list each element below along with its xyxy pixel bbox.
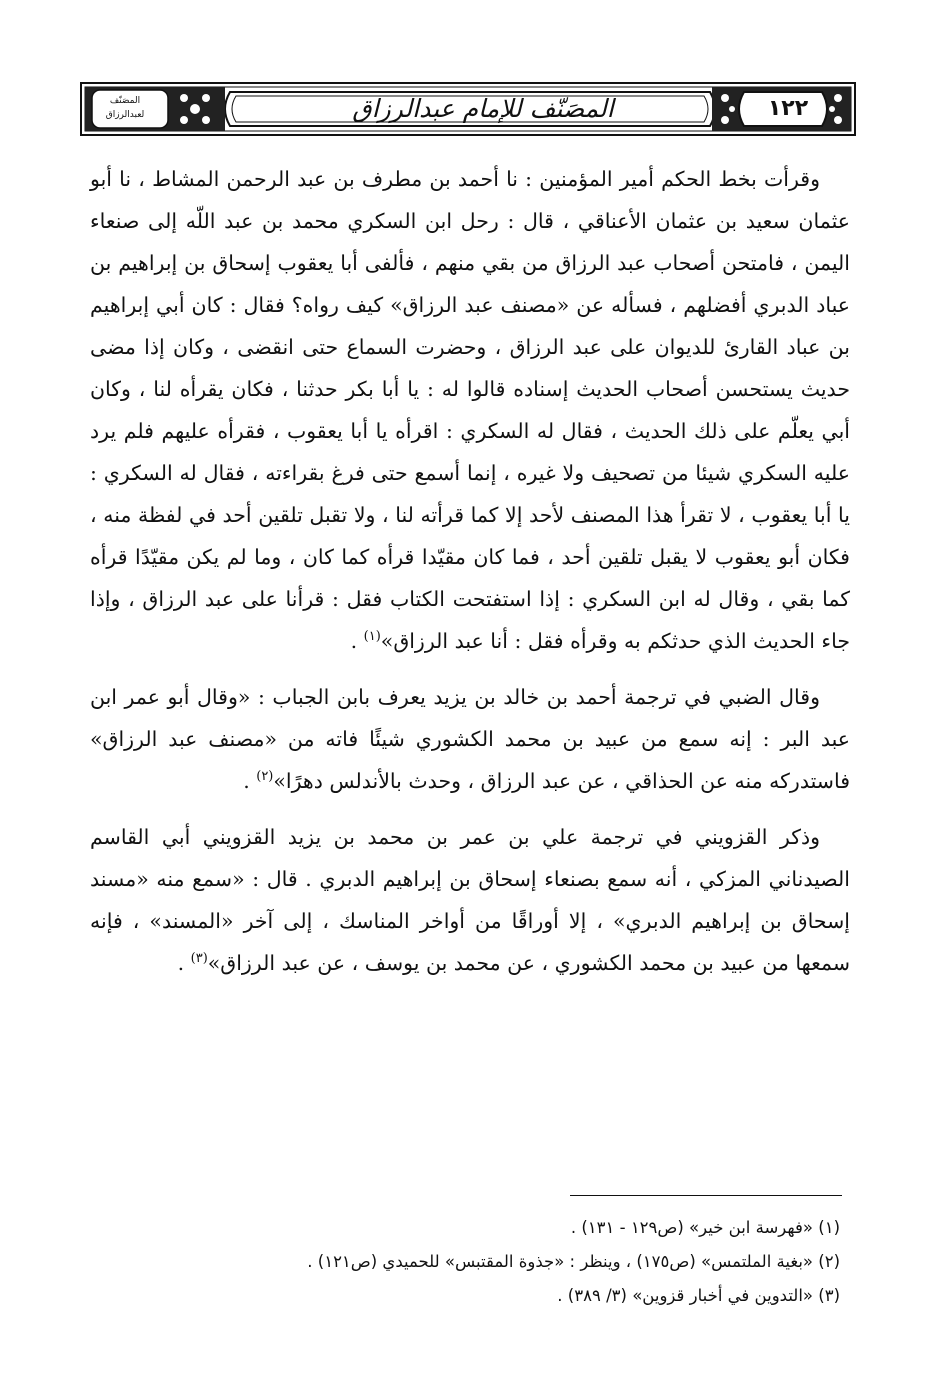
- paragraph: [90, 158, 850, 662]
- footnote-divider: [570, 1195, 842, 1196]
- footnote: (٢) «بغية الملتمس» (ص١٧٥) ، وينظر : «جذوة المقتبس» للحميدي (ص١٢١) .: [307, 1252, 840, 1271]
- book-seal-emblem: [86, 85, 164, 133]
- paragraph-end: .: [243, 769, 257, 793]
- running-title: المصَنّف للإمام عبدالرزاق: [352, 94, 614, 123]
- footnotes: [100, 1211, 840, 1313]
- paragraph-text: وقرأت بخط الحكم أمير المؤمنين : نا أحمد بن مطرف بن عبد الرحمن المشاط ، نا أبو عثمان سعيد بن عثمان الأعناقي ، قال : رحل ابن السكري محمد بن عبد اللّه إلى صنعاء اليمن ، فامتحن أصحاب عبد الرزاق من بقي منهم ، فألفى أبا يعقوب إسحاق بن إبراهيم بن عباد الدبري أفضلهم ، فسأله عن «مصنف عبد الرزاق» كيف رواه؟ فقال : كان أبي إبراهيم بن عباد القارئ للديوان على عبد الرزاق ، وحضرت السماع حتى انقضى ، وكان إذا مضى حديث يستحسن أصحاب الحديث إسناده قالوا له : يا أبا بكر حدثنا ، فكان يقرأه لنا ، وكان أبي يعلّم على ذلك الحديث ، فقال له السكري : اقرأه يا أبا يعقوب ، فقرأه عليهم فلم يرد عليه السكري شيئا من تصحيف ولا غيره ، إنما أسمع حتى فرغ بقراءته ، فقال له السكري : يا أبا يعقوب ، لا تقرأ هذا المصنف لأحد إلا كما قرأته لنا ، ولا تقبل تلقين أحد في لفظة منه ، فكان أبو يعقوب لا يقبل تلقين أحد ، فما كان مقيّدا قرأه كما كان ، وما لم يكن مقيّدًا قرأه كما بقي ، وقال له ابن السكري : إذا استفتحت الكتاب فقل : قرأنا على عبد الرزاق ، وإذا جاء الحديث الذي حدثكم به وقرأه فقل : أنا عبد الرزاق»: [90, 167, 850, 653]
- footnote: (٣) «التدوين في أخبار قزوين» (٣/ ٣٨٩) .: [557, 1286, 840, 1305]
- running-header: [80, 82, 856, 136]
- footnote-ref: (١): [363, 629, 381, 645]
- paragraph-text: وقال الضبي في ترجمة أحمد بن خالد بن يزيد يعرف بابن الجباب : «وقال أبو عمر ابن عبد البر : إنه سمع من عبيد بن محمد الكشوري شيئًا فاته من «مصنف عبد الرزاق» فاستدركه منه عن الحذاقي ، عن عبد الرزاق ، وحدث بالأندلس دهرًا»: [90, 685, 850, 793]
- main-text: [90, 158, 850, 998]
- page-number: ١٢٢: [767, 96, 809, 121]
- footnote-ref: (٣): [190, 951, 208, 967]
- paragraph-text: وذكر القزويني في ترجمة علي بن عمر بن محمد بن يزيد القزويني أبي القاسم الصيدناني المزكي ، أنه سمع بصنعاء إسحاق بن إبراهيم الدبري . قال : «سمع منه «مسند إسحاق بن إبراهيم الدبري» ، إلا أوراقًا من أواخر المناسك ، إلى آخر «المسند» ، فإنه سمعها من عبيد بن محمد الكشوري ، عن محمد بن يوسف ، عن عبد الرزاق»: [90, 825, 850, 975]
- paragraph: [90, 816, 850, 984]
- footnote: (١) «فهرسة ابن خير» (ص١٢٩ - ١٣١) .: [570, 1218, 840, 1237]
- paragraph-end: .: [350, 629, 364, 653]
- paragraph: [90, 676, 850, 802]
- footnote-ref: (٢): [256, 769, 274, 785]
- seal-text: المصَنّف لعبدالرزاق: [105, 96, 145, 120]
- paragraph-end: .: [177, 951, 191, 975]
